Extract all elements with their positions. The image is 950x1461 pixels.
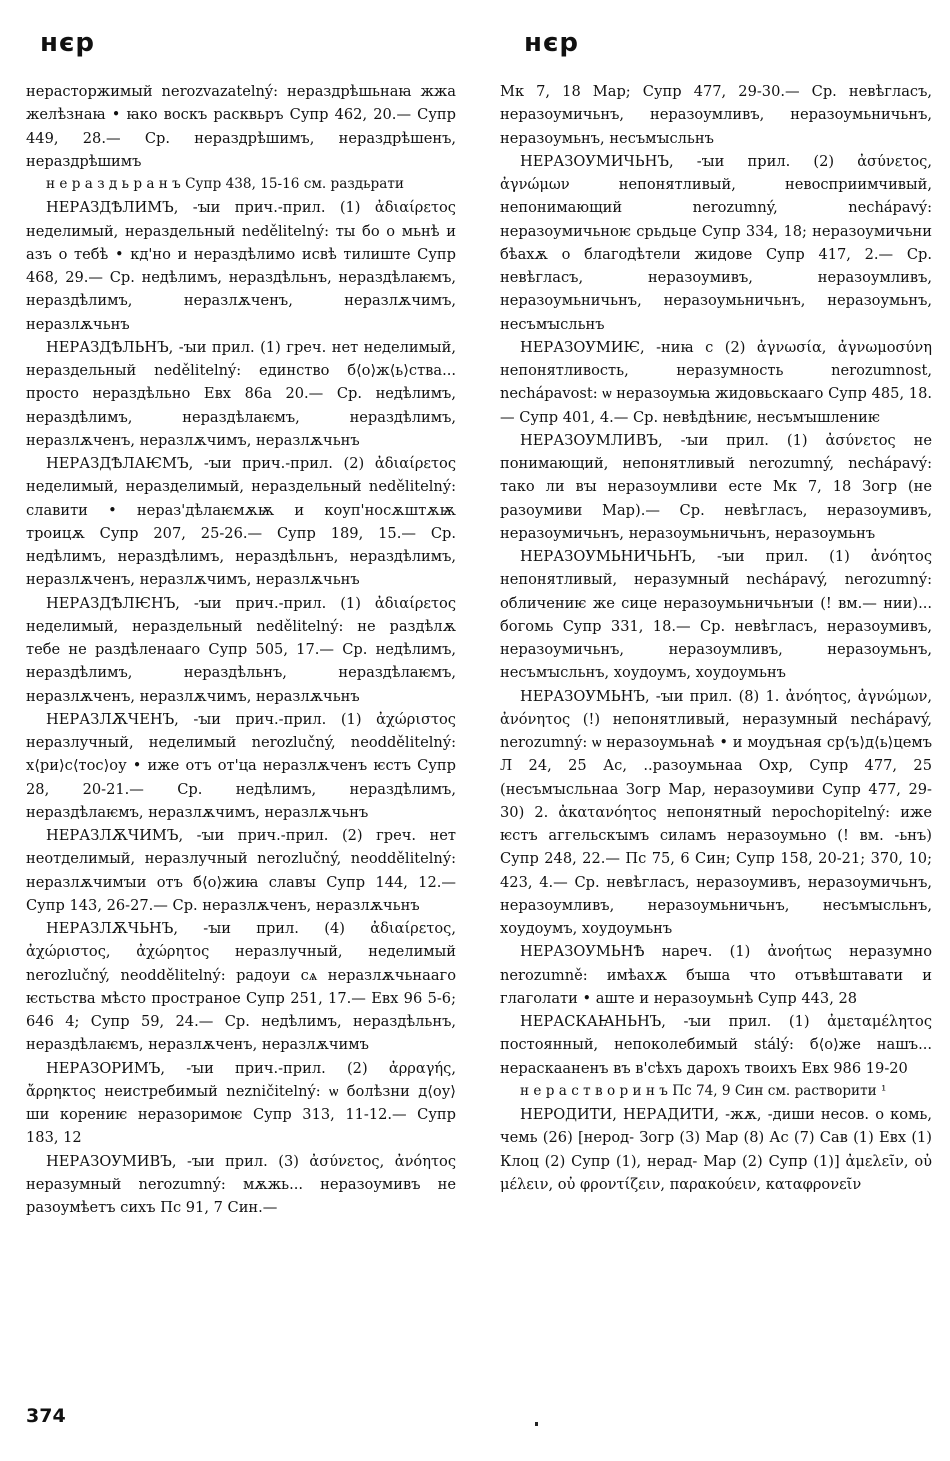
entry-continuation: Мк 7, 18 Мар; Супр 477, 29-30.— Ср. невѣгласъ, неразоумичьнъ, неразоумливъ, неразоумьничьнъ, неразоумьнъ, несъмꙑсльнъ [500,83,932,147]
page-number: 374 [26,1405,66,1427]
dictionary-entry: НЕРАЗДѢЛѤНЪ, -ꙑи прич.-прил. (1) ἀδιαίρετος неделимый, нераздельный nedělitelný: не раздѣлѫ тебе не раздѣленааго Супр 505, 17.— Ср. недѣлимъ, нераздѣлимъ, нераздѣльнъ, нераздѣлаѥмъ, неразлѫченъ, неразлѫчимъ, неразлѫчьнъ [26,594,456,705]
dictionary-entry: НЕРАЗДѢЛАѤМЪ, -ꙑи прич.-прил. (2) ἀδιαίρετος неделимый, неразделимый, нераздельный nedělitelný: славити • нераз'дѣлаѥмѫѭ и коуп'носѫштѫѭ троицѫ Супр 207, 25-26.— Супр 189, 15.— Ср. недѣлимъ, нераздѣлимъ, нераздѣльнъ, нераздѣлимъ, неразлѫченъ, неразлѫчимъ, неразлѫчьнъ [26,455,456,589]
dictionary-entry: НЕРАЗОУМИВЪ, -ꙑи прил. (3) ἀσύνετος, ἀνόητος неразумный nerozumný: мѫжь... неразоумивъ не разоумѣетъ сихъ Пс 91, 7 Син.— [26,1152,456,1216]
cross-reference-entry: н е р а з д ь р а н ъ Супр 438, 15-16 см. раздьрати [46,176,404,192]
dictionary-entry: НЕРОДИТИ, НЕРАДИТИ, -жѫ, -диши несов. о комь, чемь (26) [нерод- Зогр (3) Мар (8) Ас (7) Сав (1) Евх (1) Клоц (2) Супр (1), нерад- Мар (2) Супр (1)] ἀμελεῖν, οὐ μέλειν, οὐ φροντίζειν, παρακούειν, καταφρονεῖν [500,1106,932,1193]
print-speck [535,1422,538,1426]
dictionary-entry: НЕРАЗЛѪЧЕНЪ, -ꙑи прич.-прил. (1) ἀχώριστος неразлучный, неделимый nerozlučný, neoddělitelný: х⟨ри⟩с⟨тос⟩оу • иже отъ от'ца неразлѫченъ ѥстъ Супр 28, 20-21.— Ср. недѣлимъ, нераздѣлимъ, нераздѣлаѥмъ, неразлѫчимъ, неразлѫчьнъ [26,710,456,821]
left-column [26,80,456,1219]
dictionary-entry: НЕРАЗЛѪЧЬНЪ, -ꙑи прил. (4) ἀδιαίρετος, ἀχώριστος, ἀχώρητος неразлучный, неделимый nerozlučný, neoddělitelný: радоуи сѧ неразлѫчьнааго ѥстьства мѣсто пространое Супр 251, 17.— Евх 96 5-6; 646 4; Супр 59, 24.— Ср. недѣлимъ, нераздѣльнъ, нераздѣлаѥмъ, неразлѫченъ, неразлѫчимъ [26,920,456,1054]
dictionary-entry: НЕРАСКАꙖНЬНЪ, -ꙑи прил. (1) ἀμεταμέλητος постоянный, непоколебимый stálý: б⟨о⟩же нашъ... нераскааненъ въ в'сѣхъ дарохъ твоихъ Евх 986 19-20 [500,1013,932,1077]
right-column [500,80,932,1196]
dictionary-entry: НЕРАЗОУМЬНИЧЬНЪ, -ꙑи прил. (1) ἀνόητος непонятливый, неразумный nechápavý, nerozumný: обличениѥ же сице неразоумьничьнꙑи (! вм.— нии)... богомь Супр 331, 18.— Ср. невѣгласъ, неразоумивъ, неразоумичьнъ, неразоумливъ, неразоумьнъ, несъмꙑсльнъ, хоудоумъ, хоудоумьнъ [500,548,932,682]
dictionary-entry: НЕРАЗОУМЬНѢ нареч. (1) ἀνοήτως неразумно nerozumně: имѣахѫ бꙑша что отъвѣштавати и глаголати • аште и неразоумьнѣ Супр 443, 28 [500,943,932,1007]
dictionary-entry: НЕРАЗОУМИЧЬНЪ, -ꙑи прил. (2) ἀσύνετος, ἀγνώμων непонятливый, невосприимчивый, непонимающий nerozumný, nechápavý: неразоумичьноѥ срьдьце Супр 334, 18; неразоумичьни бѣахѫ о благодѣтели жидове Супр 417, 2.— Ср. невѣгласъ, неразоумивъ, неразоумливъ, неразоумьничьнъ, неразоумьничьнъ, неразоумьнъ, несъмꙑсльнъ [500,152,932,333]
running-head-left: нєр [40,28,95,58]
dictionary-entry: НЕРАЗЛѪЧИМЪ, -ꙑи прич.-прил. (2) греч. нет неотделимый, неразлучный nerozlučný, neoddělitelný: неразлѫчимꙑи отъ б⟨о⟩жиꙗ славꙑ Супр 144, 12.— Супр 143, 26-27.— Ср. неразлѫченъ, неразлѫчьнъ [26,827,456,914]
dictionary-entry: НЕРАЗОУМЛИВЪ, -ꙑи прил. (1) ἀσύνετος не понимающий, непонятливый nerozumný, nechápavý: тако ли вꙑ неразоумливи есте Мк 7, 18 Зогр (не разоумиви Мар).— Ср. невѣгласъ, неразоумивъ, неразоумичьнъ, неразоумьничьнъ, неразоумьнъ [500,431,932,542]
entry-continuation: нерасторжимый nerozvazatelný: нераздрѣшьнаꙗ жжа желѣзнаꙗ • ꙗко воскъ расквьръ Супр 462, 20.— Супр 449, 28.— Ср. нераздрѣшимъ, нераздрѣшенъ, нераздрѣшимъ [26,83,456,170]
dictionary-entry: НЕРАЗОУМЬНЪ, -ꙑи прил. (8) 1. ἀνόητος, ἀγνώμων, ἀνόνητος (!) непонятливый, неразумный nechápavý, nerozumný: ѡ неразоумьнаѣ • и моудъная ср⟨ъ⟩д⟨ь⟩цемъ Л 24, 25 Ас, ..разоумьнаа Охр, Супр 477, 25 (несъмꙑсльнаа Зогр Мар, неразоумиви Супр 477, 29-30) 2. ἀκατανόητος непонятный nepochopitelný: иже ѥстъ аггельскꙑмъ силамъ неразоумьно (! вм. -ьнъ) Супр 248, 22.— Пс 75, 6 Син; Супр 158, 20-21; 370, 10; 423, 4.— Ср. невѣгласъ, неразоумивъ, неразоумичьнъ, неразоумливъ, неразоумьничьнъ, несъмꙑсльнъ, хоудоумъ, хоудоумьнъ [500,687,932,937]
running-head-right: нєр [524,28,579,58]
dictionary-entry: НЕРАЗОРИМЪ, -ꙑи прич.-прил. (2) ἀρραγής, ἄρρηκτος неистребимый nezničitelný: ѡ болѣзни д⟨оу⟩ши корениѥ неразоримоѥ Супр 313, 11-12.— Супр 183, 12 [26,1059,456,1147]
cross-reference-entry: н е р а с т в о р и н ъ Пс 74, 9 Син см. растворити ¹ [520,1082,887,1099]
dictionary-entry: НЕРАЗДѢЛИМЪ, -ꙑи прич.-прил. (1) ἀδιαίρετος неделимый, нераздельный nedělitelný: ты бо о мьнѣ и азъ о тебѣ • кд'но и нераздѣлимо исвѣ тилиште Супр 468, 29.— Ср. недѣлимъ, нераздѣльнъ, нераздѣлаѥмъ, нераздѣлимъ, неразлѫченъ, неразлѫчимъ, неразлѫчьнъ [26,199,456,333]
dictionary-entry: НЕРАЗОУМИѤ, -ниꙗ с (2) ἀγνωσία, ἀγνωμοσύνη непонятливость, неразумность nerozumnost, nechápavost: ѡ неразоумьꙗ жидовьскааго Супр 485, 18.— Супр 401, 4.— Ср. невѣдѣниѥ, несъмꙑшлениѥ [500,338,932,426]
dictionary-entry: НЕРАЗДѢЛЬНЪ, -ꙑи прил. (1) греч. нет неделимый, нераздельный nedělitelný: единство б⟨о⟩ж⟨ь⟩ства... просто нераздѣльно Евх 86а 20.— Ср. недѣлимъ, нераздѣлимъ, нераздѣлаѥмъ, нераздѣлимъ, неразлѫченъ, неразлѫчимъ, неразлѫчьнъ [26,338,456,449]
